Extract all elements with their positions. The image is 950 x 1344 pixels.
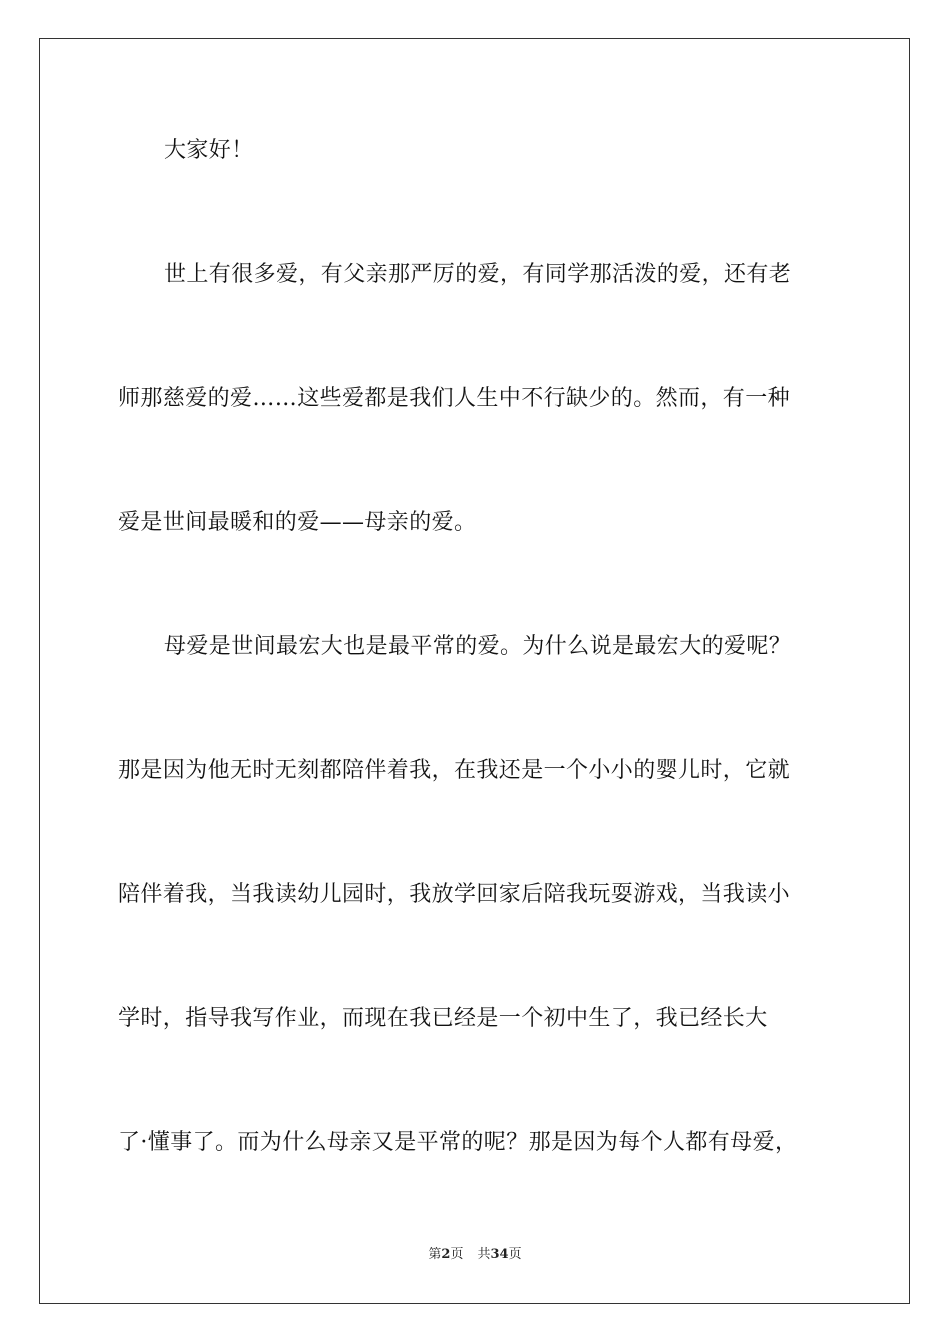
- page-border: [39, 38, 910, 1304]
- text-line: 师那慈爱的爱……这些爱都是我们人生中不行缺少的。然而，有一种: [118, 386, 791, 411]
- text-line: 那是因为他无时无刻都陪伴着我，在我还是一个小小的婴儿时，它就: [118, 758, 791, 783]
- greeting-line: 大家好！: [164, 138, 254, 163]
- page-total: 34: [490, 1247, 509, 1262]
- total-prefix: 共: [477, 1247, 491, 1262]
- text-line: 爱是世间最暖和的爱——母亲的爱。: [118, 510, 477, 535]
- text-line: 了·懂事了。而为什么母亲又是平常的呢？那是因为每个人都有母爱，: [118, 1130, 798, 1155]
- text-line: 世上有很多爱，有父亲那严厉的爱，有同学那活泼的爱，还有老: [164, 262, 792, 287]
- page-current: 2: [441, 1247, 451, 1262]
- text-line: 母爱是世间最宏大也是最平常的爱。为什么说是最宏大的爱呢？: [164, 634, 792, 659]
- page-prefix: 第: [428, 1247, 442, 1262]
- total-unit: 页: [508, 1247, 522, 1262]
- page-unit: 页: [450, 1247, 464, 1262]
- text-line: 陪伴着我，当我读幼儿园时，我放学回家后陪我玩耍游戏，当我读小: [118, 882, 791, 907]
- text-line: 学时，指导我写作业，而现在我已经是一个初中生了，我已经长大: [118, 1006, 768, 1031]
- page-footer: [0, 1246, 950, 1264]
